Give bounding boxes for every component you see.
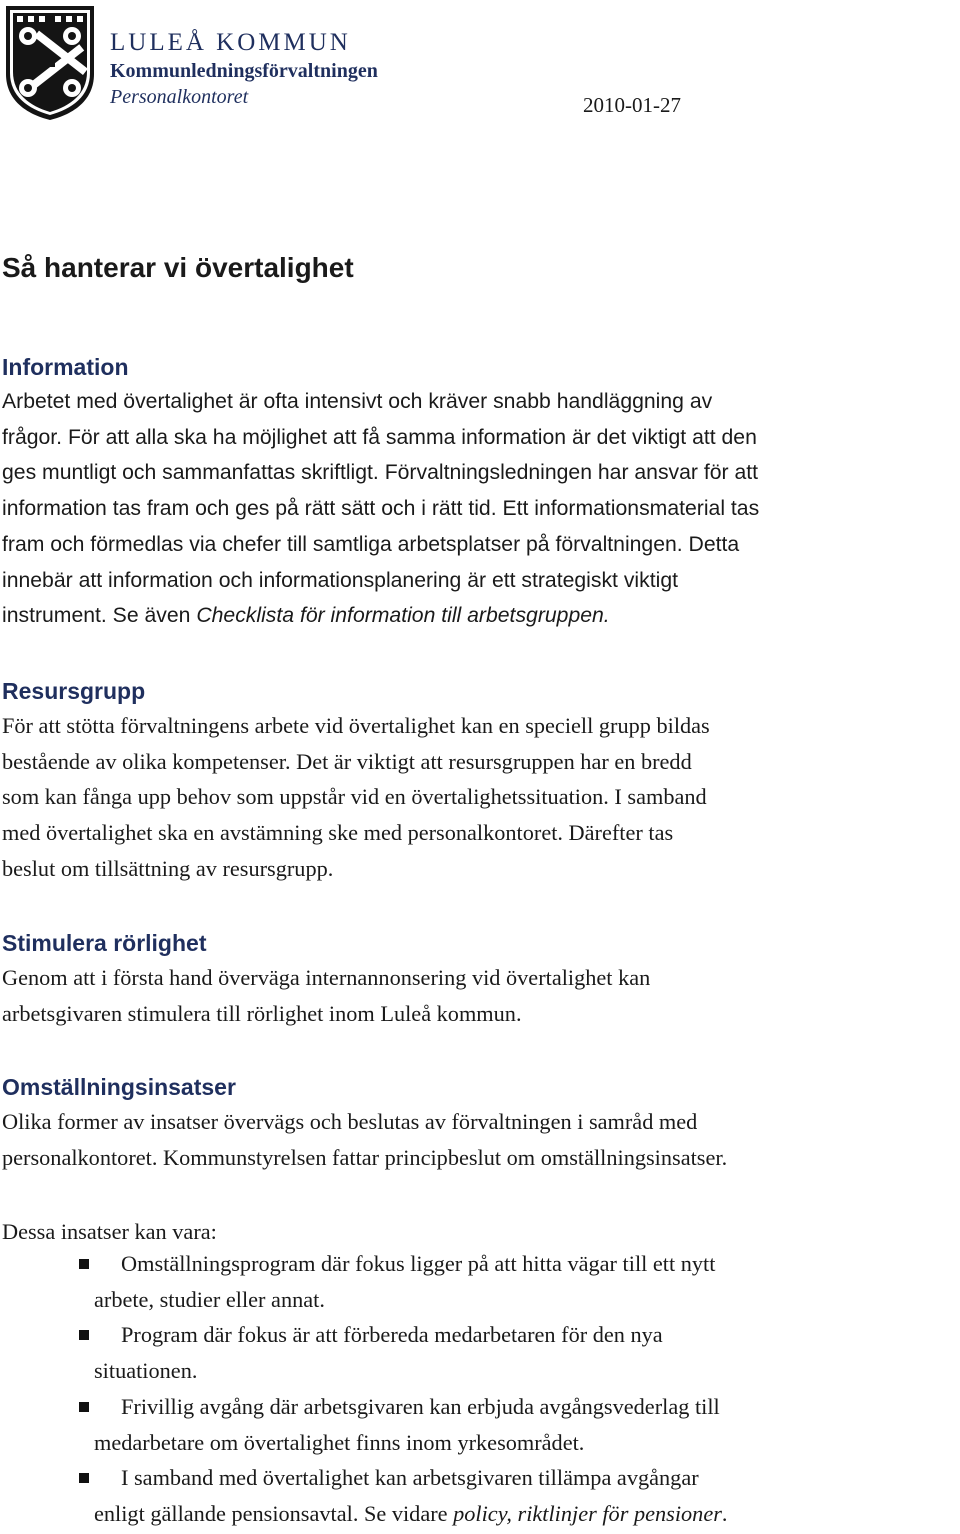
list-item-text: Frivillig avgång där arbetsgivaren kan erbjuda avgångsvederlag till bbox=[121, 1393, 720, 1419]
text-line: Arbetet med övertalighet är ofta intensivt och kräver snabb handläggning av bbox=[2, 390, 713, 413]
square-bullet-icon bbox=[79, 1473, 89, 1483]
section-omstallningsinsatser bbox=[2, 1070, 958, 1175]
list-intro bbox=[2, 1214, 958, 1250]
policy-reference: policy, riktlinjer för pensioner bbox=[453, 1500, 722, 1526]
section-heading: Omställningsinsatser bbox=[2, 1074, 236, 1100]
text-line: arbetsgivaren stimulera till rörlighet inom Luleå kommun. bbox=[2, 1000, 522, 1026]
text-run: . bbox=[721, 1500, 728, 1526]
text-run: enligt gällande pensionsavtal. Se vidare bbox=[94, 1500, 454, 1526]
text-line: Olika former av insatser övervägs och beslutas av förvaltningen i samråd med bbox=[2, 1109, 698, 1134]
unit-name: Personalkontoret bbox=[110, 86, 249, 108]
text-line: personalkontoret. Kommunstyrelsen fattar principbeslut om omställningsinsatser. bbox=[2, 1144, 728, 1170]
list-item-text: medarbetare om övertalighet finns inom yrkesområdet. bbox=[94, 1429, 585, 1455]
document-date: 2010-01-27 bbox=[583, 93, 681, 117]
list-item-text: arbete, studier eller annat. bbox=[94, 1286, 325, 1312]
text-line: ges muntligt och sammanfattas skriftligt. Förvaltningsledningen har ansvar för att bbox=[2, 461, 759, 485]
checklist-reference: Checklista för information till arbetsgruppen. bbox=[196, 604, 610, 628]
organization-name: LULEÅ KOMMUN bbox=[110, 29, 351, 56]
list-item bbox=[0, 1246, 958, 1317]
section-body bbox=[2, 384, 958, 634]
text-line: med övertalighet ska en avstämning ske med personalkontoret. Därefter tas bbox=[2, 820, 674, 846]
square-bullet-icon bbox=[79, 1259, 89, 1269]
list-item-text: Omställningsprogram där fokus ligger på att hitta vägar till ett nytt bbox=[121, 1251, 716, 1276]
list-item-text: situationen. bbox=[94, 1358, 198, 1384]
section-body bbox=[2, 960, 958, 1031]
lulea-coat-of-arms-logo bbox=[4, 4, 96, 122]
section-body bbox=[2, 1104, 958, 1175]
text-line: som kan fånga upp behov som uppstår vid en övertalighetssituation. I samband bbox=[2, 784, 707, 810]
text-line bbox=[2, 598, 958, 634]
text-line: beslut om tillsättning av resursgrupp. bbox=[2, 855, 334, 881]
text-line: information tas fram och ges på rätt sätt och i rätt tid. Ett informationsmaterial tas bbox=[2, 497, 760, 521]
text-line: För att stötta förvaltningens arbete vid övertalighet kan en speciell grupp bildas bbox=[2, 713, 710, 738]
section-heading: Information bbox=[2, 354, 129, 380]
list-item-text: Program där fokus är att förbereda medarbetaren för den nya bbox=[121, 1322, 663, 1348]
organization-header bbox=[110, 28, 378, 110]
text-line: Genom att i första hand överväga internannonsering vid övertalighet kan bbox=[2, 965, 651, 990]
section-stimulera-rorlighet bbox=[2, 926, 958, 1031]
list-item bbox=[0, 1389, 958, 1460]
measures-list bbox=[0, 1246, 958, 1532]
list-item-text: I samband med övertalighet kan arbetsgivaren tillämpa avgångar bbox=[121, 1465, 699, 1491]
square-bullet-icon bbox=[79, 1402, 89, 1412]
section-information bbox=[2, 350, 958, 634]
square-bullet-icon bbox=[79, 1330, 89, 1340]
list-intro-text: Dessa insatser kan vara: bbox=[2, 1219, 217, 1244]
text-run: instrument. Se även bbox=[2, 604, 197, 628]
list-item bbox=[0, 1317, 958, 1388]
section-heading: Stimulera rörlighet bbox=[2, 930, 207, 956]
document-title: Så hanterar vi övertalighet bbox=[2, 252, 354, 283]
text-line: fram och förmedlas via chefer till samtliga arbetsplatser på förvaltningen. Detta bbox=[2, 532, 740, 556]
text-line: bestående av olika kompetenser. Det är viktigt att resursgruppen har en bredd bbox=[2, 748, 692, 774]
list-item bbox=[0, 1460, 958, 1531]
section-body bbox=[2, 708, 958, 887]
list-item-text bbox=[94, 1496, 958, 1532]
section-heading: Resursgrupp bbox=[2, 678, 146, 704]
text-line: innebär att information och informationsplanering är ett strategiskt viktigt bbox=[2, 568, 678, 592]
section-resursgrupp bbox=[2, 674, 958, 887]
text-line: frågor. För att alla ska ha möjlighet att få samma information är det viktigt att den bbox=[2, 425, 757, 449]
department-name: Kommunledningsförvaltningen bbox=[110, 60, 378, 82]
